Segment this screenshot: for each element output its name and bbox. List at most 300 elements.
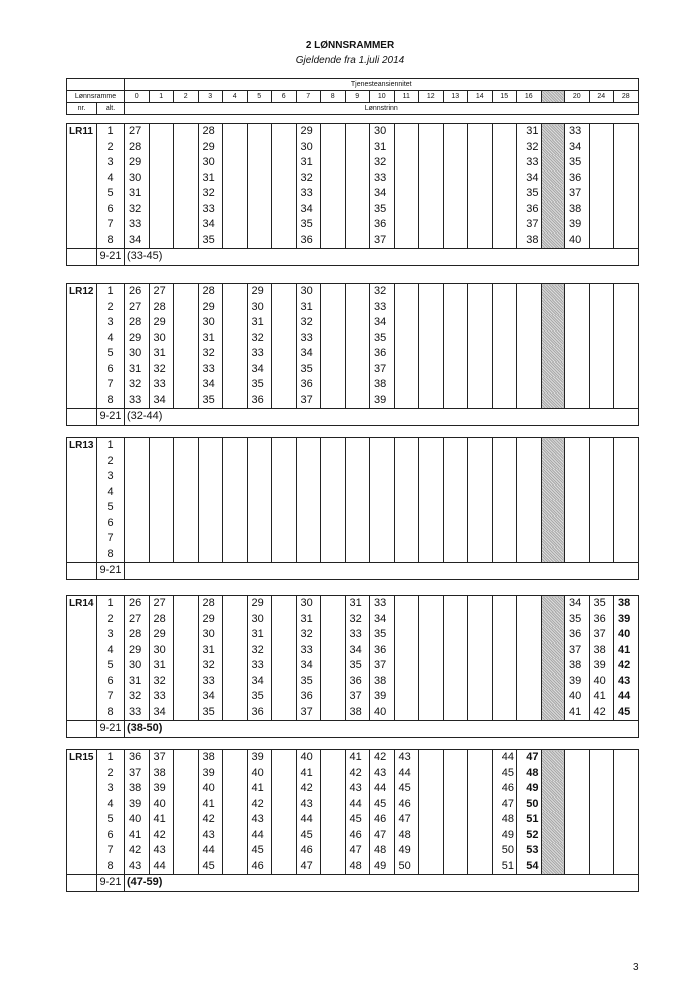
salary-step-cell: 45 <box>394 781 419 797</box>
salary-step-cell: 34 <box>517 171 542 187</box>
salary-step-cell <box>272 454 297 470</box>
salary-step-cell <box>247 155 272 171</box>
salary-step-cell: 32 <box>370 155 395 171</box>
salary-step-cell <box>443 233 468 249</box>
salary-step-cell <box>345 454 370 470</box>
salary-step-cell <box>419 331 444 347</box>
salary-step-cell: 28 <box>125 627 150 643</box>
seniority-col-label: 2 <box>174 91 199 103</box>
seniority-col-label: 7 <box>296 91 321 103</box>
salary-step-cell <box>419 547 444 563</box>
salary-step-cell: 40 <box>125 812 150 828</box>
header-group-label: Tjenesteansiennitet <box>125 79 639 91</box>
salary-step-cell: 47 <box>492 797 517 813</box>
salary-step-cell: 28 <box>198 124 223 140</box>
salary-step-cell: 30 <box>149 643 174 659</box>
header-blank <box>67 79 125 91</box>
salary-step-cell: 31 <box>370 140 395 156</box>
shaded-cell <box>541 469 565 485</box>
table-row <box>67 155 639 171</box>
salary-step-cell: 41 <box>614 643 639 659</box>
seniority-col-label: 4 <box>223 91 248 103</box>
salary-step-cell <box>419 859 444 875</box>
salary-step-cell: 44 <box>492 750 517 766</box>
salary-step-cell: 48 <box>492 812 517 828</box>
salary-step-cell: 34 <box>565 140 590 156</box>
salary-step-cell: 36 <box>565 171 590 187</box>
salary-step-cell <box>468 627 493 643</box>
salary-step-cell <box>443 643 468 659</box>
salary-step-cell: 30 <box>247 612 272 628</box>
salary-step-cell <box>272 627 297 643</box>
salary-step-cell <box>589 124 614 140</box>
salary-step-cell <box>419 140 444 156</box>
salary-step-cell <box>589 859 614 875</box>
salary-step-cell: 44 <box>149 859 174 875</box>
salary-step-cell <box>589 500 614 516</box>
footer-range: (47-59) <box>125 875 639 892</box>
salary-step-cell <box>565 438 590 454</box>
salary-step-cell: 30 <box>125 658 150 674</box>
salary-step-cell <box>517 315 542 331</box>
salary-step-cell <box>589 202 614 218</box>
table-row <box>67 797 639 813</box>
salary-step-cell: 30 <box>247 300 272 316</box>
salary-step-cell <box>589 469 614 485</box>
salary-step-cell: 26 <box>125 596 150 612</box>
salary-step-cell <box>174 331 199 347</box>
salary-step-cell <box>517 612 542 628</box>
shaded-cell <box>541 750 565 766</box>
salary-step-cell <box>272 516 297 532</box>
salary-step-cell <box>419 377 444 393</box>
salary-step-cell <box>321 124 346 140</box>
salary-step-cell <box>394 377 419 393</box>
salary-step-cell: 43 <box>198 828 223 844</box>
frame-id-blank <box>67 186 97 202</box>
salary-step-cell <box>443 658 468 674</box>
salary-step-cell <box>272 124 297 140</box>
salary-step-cell: 39 <box>370 393 395 409</box>
frame-id-blank <box>67 346 97 362</box>
salary-step-cell: 29 <box>149 315 174 331</box>
salary-step-cell: 43 <box>296 797 321 813</box>
salary-step-cell: 40 <box>565 689 590 705</box>
salary-step-cell <box>443 627 468 643</box>
salary-step-cell <box>468 859 493 875</box>
frame-id-blank <box>67 516 97 532</box>
shaded-cell <box>541 627 565 643</box>
table-row <box>67 485 639 501</box>
salary-step-cell: 28 <box>149 300 174 316</box>
salary-step-cell <box>565 485 590 501</box>
alt-number: 2 <box>97 766 125 782</box>
salary-step-cell <box>492 393 517 409</box>
salary-step-cell <box>419 689 444 705</box>
salary-step-cell <box>565 547 590 563</box>
salary-step-cell <box>468 500 493 516</box>
salary-step-cell <box>345 300 370 316</box>
salary-step-cell: 45 <box>492 766 517 782</box>
alt-number: 1 <box>97 284 125 300</box>
salary-step-cell: 34 <box>296 202 321 218</box>
salary-step-cell <box>223 843 248 859</box>
salary-step-cell <box>272 233 297 249</box>
salary-step-cell <box>223 547 248 563</box>
column-header-table <box>66 78 639 115</box>
salary-step-cell <box>565 346 590 362</box>
alt-number: 4 <box>97 797 125 813</box>
salary-step-cell: 40 <box>370 705 395 721</box>
frame-id-blank <box>67 766 97 782</box>
salary-step-cell <box>492 233 517 249</box>
salary-step-cell: 30 <box>370 124 395 140</box>
salary-step-cell <box>247 531 272 547</box>
salary-step-cell <box>247 454 272 470</box>
salary-step-cell <box>565 469 590 485</box>
salary-step-cell <box>125 500 150 516</box>
salary-step-cell <box>198 531 223 547</box>
salary-step-cell <box>492 705 517 721</box>
salary-step-cell: 34 <box>370 612 395 628</box>
frame-id-blank <box>67 500 97 516</box>
seniority-col-label: 15 <box>492 91 517 103</box>
salary-step-cell <box>419 315 444 331</box>
salary-step-cell <box>394 469 419 485</box>
salary-step-cell: 37 <box>296 705 321 721</box>
table-row <box>67 300 639 316</box>
salary-step-cell: 33 <box>149 377 174 393</box>
salary-step-cell <box>321 705 346 721</box>
salary-step-cell <box>272 859 297 875</box>
salary-step-cell <box>345 469 370 485</box>
salary-step-cell <box>149 500 174 516</box>
salary-step-cell: 51 <box>492 859 517 875</box>
salary-step-cell <box>247 233 272 249</box>
salary-step-cell <box>589 377 614 393</box>
salary-step-cell: 35 <box>296 362 321 378</box>
alt-number: 6 <box>97 828 125 844</box>
footer-alt: 9-21 <box>97 563 125 580</box>
salary-step-cell <box>614 438 639 454</box>
salary-step-cell: 33 <box>370 596 395 612</box>
salary-step-cell <box>174 859 199 875</box>
salary-step-cell <box>443 781 468 797</box>
alt-number: 3 <box>97 627 125 643</box>
salary-step-cell <box>394 393 419 409</box>
alt-number: 1 <box>97 124 125 140</box>
salary-step-cell: 43 <box>345 781 370 797</box>
salary-step-cell: 32 <box>198 186 223 202</box>
shaded-cell <box>541 705 565 721</box>
salary-step-cell: 48 <box>370 843 395 859</box>
salary-step-cell: 29 <box>296 124 321 140</box>
salary-step-cell <box>174 469 199 485</box>
alt-number: 5 <box>97 500 125 516</box>
salary-step-cell: 33 <box>296 186 321 202</box>
salary-step-cell: 32 <box>296 171 321 187</box>
salary-step-cell: 32 <box>125 377 150 393</box>
seniority-col-label: 12 <box>419 91 444 103</box>
alt-number: 5 <box>97 346 125 362</box>
salary-step-cell <box>345 438 370 454</box>
frame-id-blank <box>67 393 97 409</box>
salary-step-cell <box>247 217 272 233</box>
salary-step-cell: 34 <box>370 315 395 331</box>
salary-step-cell: 27 <box>149 284 174 300</box>
frame-id-blank <box>67 331 97 347</box>
salary-step-cell: 39 <box>565 674 590 690</box>
salary-step-cell <box>419 674 444 690</box>
frame-id-blank <box>67 171 97 187</box>
alt-number: 5 <box>97 812 125 828</box>
salary-step-cell <box>443 500 468 516</box>
header-nr-label: nr. <box>67 103 97 115</box>
salary-step-cell <box>517 362 542 378</box>
salary-step-cell <box>272 596 297 612</box>
salary-step-cell <box>321 140 346 156</box>
salary-step-cell <box>565 859 590 875</box>
salary-step-cell <box>443 843 468 859</box>
frame-id-blank <box>67 300 97 316</box>
salary-step-cell <box>345 531 370 547</box>
salary-step-cell <box>272 689 297 705</box>
salary-step-cell: 46 <box>296 843 321 859</box>
salary-step-cell <box>198 485 223 501</box>
salary-step-cell <box>272 674 297 690</box>
salary-step-cell: 35 <box>370 627 395 643</box>
frame-footer-row <box>67 563 639 580</box>
salary-step-cell <box>419 233 444 249</box>
shaded-cell <box>541 674 565 690</box>
salary-step-cell <box>321 346 346 362</box>
salary-step-cell <box>394 217 419 233</box>
salary-step-cell: 33 <box>370 171 395 187</box>
frame-id-blank <box>67 627 97 643</box>
salary-step-cell: 37 <box>565 186 590 202</box>
footer-alt: 9-21 <box>97 875 125 892</box>
salary-step-cell: 34 <box>198 689 223 705</box>
alt-number: 7 <box>97 689 125 705</box>
salary-step-cell <box>443 516 468 532</box>
salary-step-cell <box>614 516 639 532</box>
salary-step-cell <box>223 202 248 218</box>
salary-step-cell <box>419 612 444 628</box>
salary-step-cell <box>174 658 199 674</box>
salary-step-cell <box>223 658 248 674</box>
salary-step-cell <box>443 828 468 844</box>
seniority-col-label: 0 <box>125 91 150 103</box>
salary-step-cell <box>419 843 444 859</box>
salary-step-cell <box>223 750 248 766</box>
salary-step-cell: 53 <box>517 843 542 859</box>
salary-step-cell: 42 <box>614 658 639 674</box>
salary-step-cell: 36 <box>296 689 321 705</box>
salary-step-cell <box>223 596 248 612</box>
salary-step-cell: 44 <box>345 797 370 813</box>
salary-step-cell <box>614 547 639 563</box>
frame-id-blank <box>67 202 97 218</box>
salary-step-cell <box>345 547 370 563</box>
salary-step-cell <box>223 186 248 202</box>
salary-step-cell <box>419 393 444 409</box>
salary-step-cell <box>321 469 346 485</box>
salary-step-cell <box>565 315 590 331</box>
frame-id: LR11 <box>67 124 97 140</box>
salary-step-cell: 42 <box>345 766 370 782</box>
salary-step-cell <box>589 346 614 362</box>
salary-step-cell <box>174 346 199 362</box>
salary-step-cell <box>419 797 444 813</box>
salary-step-cell <box>272 658 297 674</box>
salary-step-cell <box>419 124 444 140</box>
salary-step-cell: 44 <box>296 812 321 828</box>
frame-lr15 <box>66 749 639 892</box>
salary-step-cell <box>345 202 370 218</box>
shaded-cell <box>541 643 565 659</box>
salary-step-cell: 38 <box>614 596 639 612</box>
salary-step-cell: 38 <box>198 750 223 766</box>
salary-step-cell <box>272 300 297 316</box>
alt-number: 7 <box>97 531 125 547</box>
salary-step-cell <box>614 331 639 347</box>
salary-step-cell <box>321 658 346 674</box>
salary-step-cell <box>125 469 150 485</box>
salary-step-cell: 35 <box>370 202 395 218</box>
salary-step-cell <box>443 689 468 705</box>
salary-step-cell: 33 <box>517 155 542 171</box>
salary-step-cell <box>517 284 542 300</box>
salary-step-cell <box>198 547 223 563</box>
salary-step-cell <box>565 750 590 766</box>
salary-step-cell <box>614 812 639 828</box>
salary-step-cell <box>223 233 248 249</box>
salary-step-cell <box>149 202 174 218</box>
salary-step-cell <box>321 186 346 202</box>
page-title: 2 LØNNSRAMMER <box>305 40 395 51</box>
salary-step-cell: 36 <box>247 393 272 409</box>
salary-step-cell <box>321 393 346 409</box>
salary-step-cell: 33 <box>198 202 223 218</box>
salary-step-cell <box>370 438 395 454</box>
salary-step-cell <box>443 217 468 233</box>
salary-step-cell <box>419 766 444 782</box>
salary-step-cell <box>394 331 419 347</box>
salary-step-cell <box>468 674 493 690</box>
salary-step-cell <box>149 485 174 501</box>
footer-range: (38-50) <box>125 721 639 738</box>
shaded-cell <box>541 454 565 470</box>
salary-step-cell <box>247 500 272 516</box>
salary-step-cell <box>589 217 614 233</box>
salary-step-cell <box>589 516 614 532</box>
salary-step-cell: 40 <box>149 797 174 813</box>
salary-step-cell <box>492 155 517 171</box>
salary-step-cell <box>492 531 517 547</box>
salary-step-cell <box>223 155 248 171</box>
salary-step-cell <box>321 233 346 249</box>
frame-id-blank <box>67 217 97 233</box>
salary-step-cell <box>614 124 639 140</box>
salary-step-cell <box>223 705 248 721</box>
frame-id-blank <box>67 843 97 859</box>
salary-step-cell <box>589 438 614 454</box>
salary-step-cell: 45 <box>614 705 639 721</box>
salary-step-cell <box>149 140 174 156</box>
salary-step-cell: 34 <box>149 393 174 409</box>
salary-step-cell: 28 <box>198 284 223 300</box>
table-row <box>67 547 639 563</box>
salary-step-cell <box>223 315 248 331</box>
salary-step-cell <box>174 202 199 218</box>
seniority-col-label: 8 <box>321 91 346 103</box>
salary-step-cell <box>468 612 493 628</box>
salary-step-cell <box>321 750 346 766</box>
alt-number: 8 <box>97 547 125 563</box>
salary-step-cell <box>296 531 321 547</box>
salary-step-cell <box>443 612 468 628</box>
salary-step-cell <box>394 547 419 563</box>
salary-step-cell <box>174 750 199 766</box>
frame-id-blank <box>67 233 97 249</box>
salary-step-cell <box>174 627 199 643</box>
salary-step-cell: 43 <box>125 859 150 875</box>
shaded-cell <box>541 393 565 409</box>
salary-step-cell <box>272 284 297 300</box>
salary-step-cell: 39 <box>125 797 150 813</box>
salary-step-cell <box>614 454 639 470</box>
salary-step-cell: 37 <box>370 362 395 378</box>
salary-step-cell <box>125 454 150 470</box>
salary-step-cell: 47 <box>345 843 370 859</box>
salary-step-cell <box>198 438 223 454</box>
salary-step-cell: 46 <box>394 797 419 813</box>
salary-step-cell <box>321 315 346 331</box>
salary-step-cell <box>443 346 468 362</box>
salary-step-cell: 29 <box>198 612 223 628</box>
salary-step-cell: 35 <box>345 658 370 674</box>
salary-step-cell <box>419 186 444 202</box>
salary-step-cell <box>174 171 199 187</box>
salary-step-cell <box>223 859 248 875</box>
salary-step-cell: 39 <box>370 689 395 705</box>
table-row <box>67 469 639 485</box>
salary-step-cell <box>174 547 199 563</box>
salary-step-cell: 33 <box>125 217 150 233</box>
alt-number: 3 <box>97 469 125 485</box>
salary-step-cell: 42 <box>198 812 223 828</box>
shaded-cell <box>541 500 565 516</box>
salary-step-cell <box>614 377 639 393</box>
salary-step-cell: 33 <box>247 346 272 362</box>
salary-step-cell <box>443 186 468 202</box>
footer-blank <box>67 409 97 426</box>
salary-step-cell: 31 <box>198 171 223 187</box>
salary-step-cell <box>589 547 614 563</box>
shaded-column <box>541 91 565 103</box>
frame-id-blank <box>67 315 97 331</box>
salary-step-cell <box>419 596 444 612</box>
salary-step-cell <box>174 828 199 844</box>
salary-step-cell <box>247 186 272 202</box>
salary-step-cell <box>174 843 199 859</box>
shaded-cell <box>541 346 565 362</box>
alt-number: 1 <box>97 750 125 766</box>
seniority-col-label: 14 <box>468 91 493 103</box>
salary-step-cell <box>345 124 370 140</box>
salary-step-cell: 42 <box>370 750 395 766</box>
salary-step-cell <box>492 217 517 233</box>
